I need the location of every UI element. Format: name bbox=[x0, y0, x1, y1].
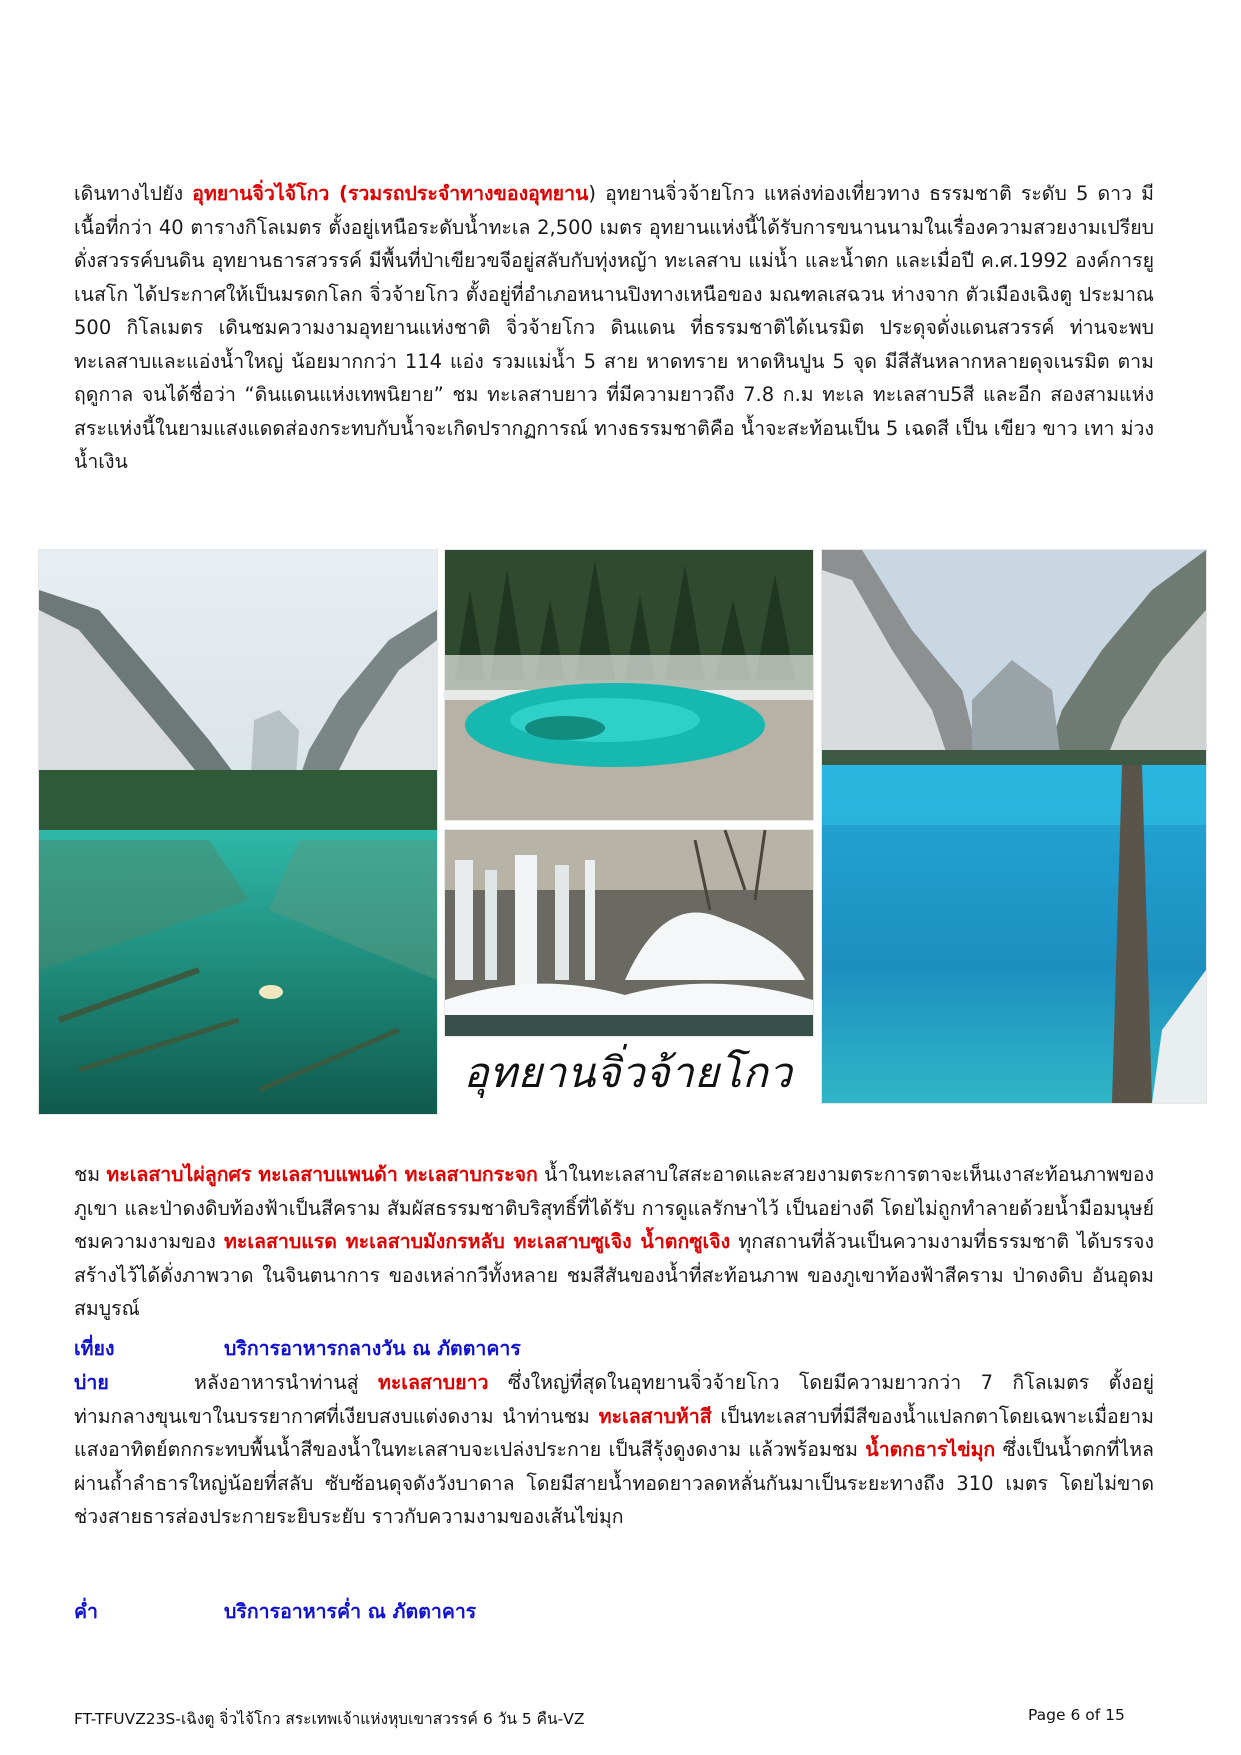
dinner-row bbox=[74, 1595, 1154, 1629]
intro-paragraph bbox=[74, 177, 1154, 479]
afternoon-paragraph bbox=[74, 1366, 1154, 1534]
lunch-label: เที่ยง bbox=[74, 1337, 115, 1360]
intro-text-1: ) อุทยานจิ่วจ้ายโกว แหล่งท่องเที่ยวทาง ธรรมชาติ ระดับ 5 ดาว มีเนื้อที่กว่า 40 ตารางกิโลเมตร ตั้งอยู่เหนือระดับน้ำทะเล 2,500 เมตร อุทยานแห่งนี้ได้รับการขนานนามในเรื่องความสวยงามเปรียบดั่งสวรรค์บนดิน อุทยานธารสวรรค์ มีพื้นที่ป่าเขียวขจีอยู่สลับกับทุ่งหญ้า ทะเลสาบ แม่น้ำ และน้ำตก และเมื่อปี ค.ศ.1992 องค์การยูเนสโก ได้ประกาศให้เป็นมรดกโลก จิ่วจ้ายโกว ตั้งอยู่ที่อำเภอหนานปิงทางเหนือของ มณฑลเสฉวน ห่างจาก ตัวเมืองเฉิงตู ประมาณ 500 กิโลเมตร เดินชมความงามอุทยานแห่งชาติ จิ่วจ้ายโกว ดินแดน ที่ธรรมชาติได้เนรมิต ประดุจดั่งแดนสวรรค์ ท่านจะพบทะเลสาบและแอ่งน้ำใหญ่ น้อยมากกว่า 114 แอ่ง รวมแม่น้ำ 5 สาย หาดทราย หาดหินปูน 5 จุด มีสีสันหลากหลายดุจเนรมิต ตามฤดูกาล จนได้ชื่อว่า “ดินแดนแห่งเทพนิยาย” ชม ทะเลสาบยาว ที่มีความยาวถึง 7.8 ก.ม ทะเล ทะเลสาบ5สี และอีก สองสามแห่ง สระแห่งนี้ในยามแสงแดดส่องกระทบกับน้ำจะเกิดปรากฏการณ์ ทางธรรมชาติคือ น้ำจะสะท้อนเป็น 5 เฉดสี เป็น เขียว ขาว เทา ม่วง น้ำเงิน bbox=[74, 182, 1154, 473]
lunch-row bbox=[74, 1332, 1154, 1366]
lunch-text: บริการอาหารกลางวัน ณ ภัตตาคาร bbox=[224, 1337, 521, 1360]
afternoon-highlight-long-lake: ทะเลสาบยาว bbox=[377, 1371, 489, 1394]
afternoon-label: บ่าย bbox=[74, 1371, 109, 1394]
photo-turquoise-pool bbox=[444, 549, 814, 821]
footer-tour-code: FT-TFUVZ23S-เฉิงตู จิ่วไจ้โกว สระเทพเจ้าแห่งหุบเขาสวรรค์ 6 วัน 5 คืน-VZ bbox=[74, 1710, 585, 1728]
intro-text-0: เดินทางไปยัง bbox=[74, 182, 193, 205]
lakes-text-0: ชม bbox=[74, 1163, 107, 1186]
photo-frozen-waterfall bbox=[444, 829, 814, 1037]
photo-caption: อุทยานจิ่วจ้ายโกว bbox=[463, 1048, 793, 1097]
afternoon-text-2: เป็นทะเลสาบที่มีสีของน้ำแปลกตาโดยเฉพาะเมื่อยามแสงอาทิตย์ตกกระทบพื้นน้ำสีของน้ำในทะเลสาบจะเปล่งประกาย เป็นสีรุ้งดูงดงาม แล้วพร้อมชม bbox=[74, 1404, 1154, 1461]
intro-highlight-park: อุทยานจิ่วไจ้โกว (รวมรถประจำทางของอุทยาน bbox=[192, 182, 589, 205]
afternoon-text-1: ซึ่งใหญ่ที่สุดในอุทยานจิ่วจ้ายโกว โดยมีความยาวกว่า 7 กิโลเมตร ตั้งอยู่ท่ามกลางขุนเขาในบรรยากาศที่เงียบสงบแต่งดงาม นำท่านชม bbox=[74, 1371, 1154, 1428]
afternoon-text-3: ซึ่งเป็นน้ำตกที่ไหลผ่านถ้ำลำธารใหญ่น้อยที่สลับ ซับซ้อนดุจดังวังบาดาล โดยมีสายน้ำทอดยาวลดหลั่นกันมาเป็นระยะทางถึง 310 เมตร โดยไม่ขาด ช่วงสายธารส่องประกายระยิบระยับ ราวกับความงามของเส้นไข่มุก bbox=[74, 1438, 1154, 1528]
photo-lake-reflection bbox=[38, 549, 438, 1115]
photo-blue-lake bbox=[821, 549, 1207, 1104]
lakes-highlight-2: ทะเลสาบแรด ทะเลสาบมังกรหลับ ทะเลสาบซูเจิง น้ำตกซูเจิง bbox=[224, 1230, 731, 1253]
lakes-highlight-1: ทะเลสาบไผ่ลูกศร ทะเลสาบแพนด้า ทะเลสาบกระจก bbox=[106, 1163, 538, 1186]
afternoon-highlight-five-color-lake: ทะเลสาบห้าสี bbox=[598, 1404, 712, 1428]
lakes-text-1: น้ำในทะเลสาบใสสะอาดและสวยงามตระการตาจะเห็นเงาสะท้อนภาพของภูเขา และป่าดงดิบท้องฟ้าเป็นสีคราม สัมผัสธรรมชาติบริสุทธิ์ที่ได้รับ การดูแลรักษาไว้ เป็นอย่างดี โดยไม่ถูกทำลายด้วยน้ำมือมนุษย์ ชมความงามของ bbox=[74, 1163, 1154, 1253]
footer-page-number: Page 6 of 15 bbox=[1028, 1706, 1125, 1724]
lakes-text-2: ทุกสถานที่ล้วนเป็นความงามที่ธรรมชาติ ได้บรรจงสร้างไว้ได้ดั่งภาพวาด ในจินตนาการ ของเหล่ากวีทั้งหลาย ชมสีสันของน้ำที่สะท้อนภาพ ของภูเขาท้องฟ้าสีคราม ป่าดงดิบ อันอุดมสมบูรณ์ bbox=[74, 1230, 1155, 1320]
afternoon-highlight-pearl-falls: น้ำตกธารไข่มุก bbox=[865, 1438, 996, 1461]
dinner-label: ค่ำ bbox=[74, 1600, 98, 1623]
dinner-text: บริการอาหารค่ำ ณ ภัตตาคาร bbox=[224, 1600, 477, 1623]
lakes-paragraph bbox=[74, 1158, 1154, 1326]
afternoon-text-0: หลังอาหารนำท่านสู่ bbox=[194, 1371, 378, 1394]
